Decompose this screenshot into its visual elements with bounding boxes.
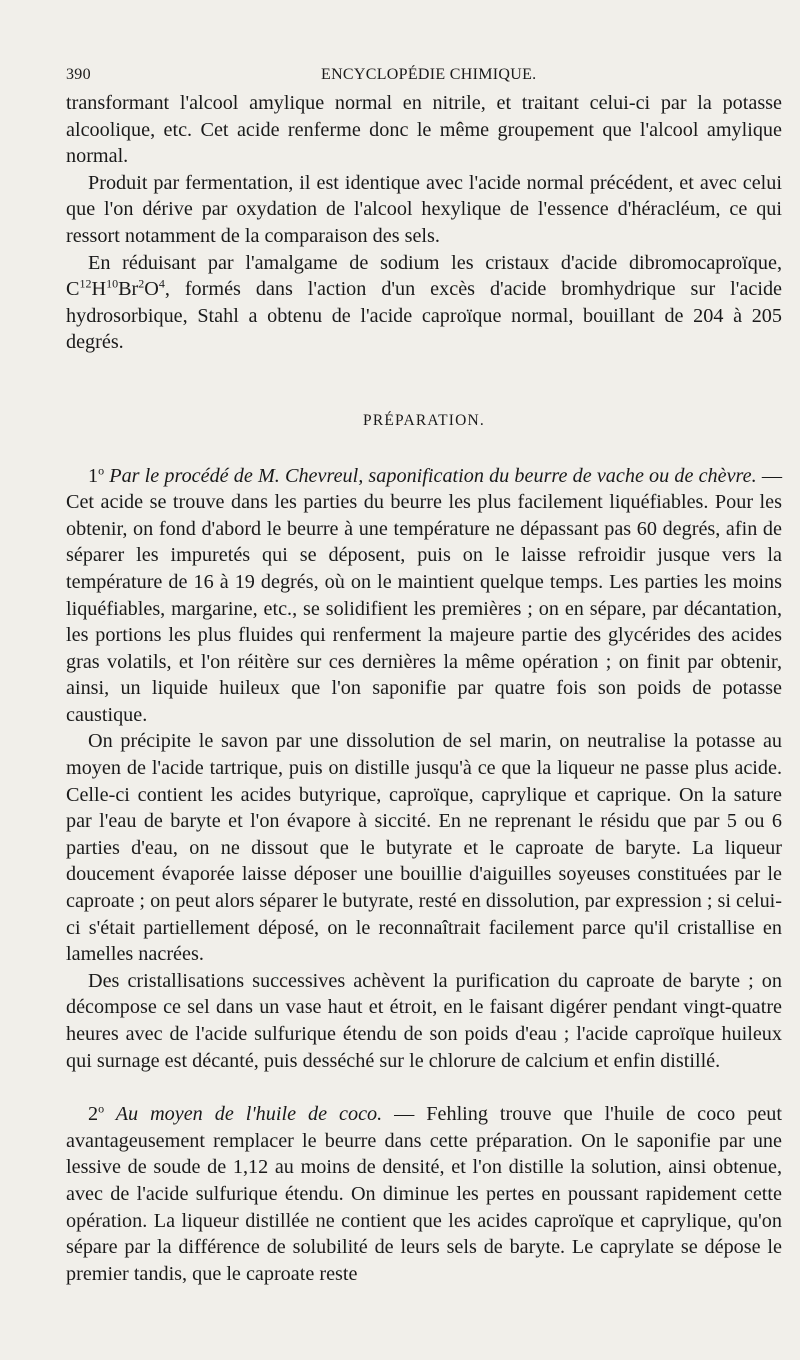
method-2-text: — Fehling trouve que l'huile de coco peut avantageusement remplacer le beurre dans cette préparation. On le saponifie par une lessive de soude de 1,12 au moins de densité, et l'on distille la solution, ainsi obtenue, avec de l'acide sulfurique étendu. On diminue les pertes en poussant rapidement cette opération. La liqueur distillée ne contient que les acides caproïque et caprylique, qu'on sépare par la différence de solubilité de leurs sels de baryte. Le caprylate se dépose le premier tandis, que le caproate reste bbox=[66, 1103, 782, 1285]
paragraph-fermentation: Produit par fermentation, il est identique avec l'acide normal précédent, et avec celui que l'on dérive par oxydation de l'alcool hexylique de l'essence d'héracléum, ce qui ressort notamment de la comparaison des sels. bbox=[66, 171, 782, 247]
running-title: ENCYCLOPÉDIE CHIMIQUE. bbox=[321, 66, 537, 83]
running-head bbox=[66, 62, 782, 90]
method-2-degree: o bbox=[98, 1101, 105, 1116]
body-text bbox=[66, 90, 782, 1287]
method-1-paragraph-3: Des cristallisations successives achèvent la purification du caproate de baryte ; on décompose ce sel dans un vase haut et étroit, en le faisant digérer pendant vingt-quatre heures avec de l'acide sulfurique étendu de son poids d'eau ; l'acide caproïque huileux qui surnage est décanté, puis desséché sur le chlorure de calcium et enfin distillé. bbox=[66, 969, 782, 1072]
paragraph-stahl-rest: , formés dans l'action d'un excès d'acide bromhydrique sur l'acide hydrosorbique, Stahl a obtenu de l'acide caproïque normal, bouillant de 204 à 205 degrés. bbox=[66, 278, 782, 354]
paragraph-continuation: transformant l'alcool amylique normal en nitrile, et traitant celui-ci par la potasse alcoolique, etc. Cet acide renferme donc le même groupement que l'alcool amylique normal. bbox=[66, 92, 782, 168]
method-1-paragraph-2: On précipite le savon par une dissolution de sel marin, on neutralise la potasse au moyen de l'acide tartrique, puis on distille jusqu'à ce que la liqueur ne passe plus acide. Celle-ci contient les acides butyrique, caproïque, caprylique et caprique. On la sature par l'eau de baryte et l'on évapore à siccité. En ne reprenant le résidu que par 5 ou 6 parties d'eau, on ne dissout que le butyrate et le caproate de baryte. La liqueur doucement évaporée laisse déposer une bouillie d'aiguilles soyeuses constituées par le caproate ; on peut alors séparer le butyrate, resté en dissolution, par expression ; si celui-ci s'était partiellement déposé, on le reconnaîtrait facilement parce qu'il cristallise en lamelles nacrées. bbox=[66, 730, 782, 966]
chemical-formula: $C^{12}H^{10}Br^2O^4$ bbox=[66, 276, 165, 301]
paragraph-stahl bbox=[66, 250, 782, 356]
method-2-paragraph bbox=[66, 1101, 782, 1287]
method-2-title: Au moyen de l'huile de coco. bbox=[104, 1103, 383, 1126]
method-2-number: 2 bbox=[88, 1103, 99, 1126]
section-title: PRÉPARATION. bbox=[363, 411, 485, 429]
method-1-title: Par le procédé de M. Chevreul, saponification du beurre de vache ou de chèvre. bbox=[104, 464, 757, 487]
method-1-number: 1 bbox=[88, 464, 99, 487]
page-number: 390 bbox=[66, 66, 91, 83]
paragraph-stahl-intro: En réduisant par l'amalgame de sodium les cristaux d'acide dibromocaproïque, bbox=[88, 251, 782, 274]
method-1-paragraph bbox=[66, 463, 782, 729]
paragraph-gap bbox=[66, 1074, 782, 1101]
method-1-degree: o bbox=[98, 462, 105, 477]
method-1-text: — Cet acide se trouve dans les parties du beurre les plus facilement liquéfiables. Pour les obtenir, on fond d'abord le beurre à une température ne dépassant pas 60 degrés, afin de séparer les impuretés qui se déposent, puis on le laisse refroidir jusque vers la température de 16 à 19 degrés, où on le maintient quelque temps. Les parties les moins liquéfiables, margarine, etc., se solidifient les premières ; on en sépare, par décantation, les portions les plus fluides qui renferment la majeure partie des glycérides des acides gras volatils, et l'on réitère sur ces dernières la même opération ; on finit par obtenir, ainsi, un liquide huileux que l'on saponifie par quatre fois son poids de potasse caustique. bbox=[66, 464, 783, 726]
